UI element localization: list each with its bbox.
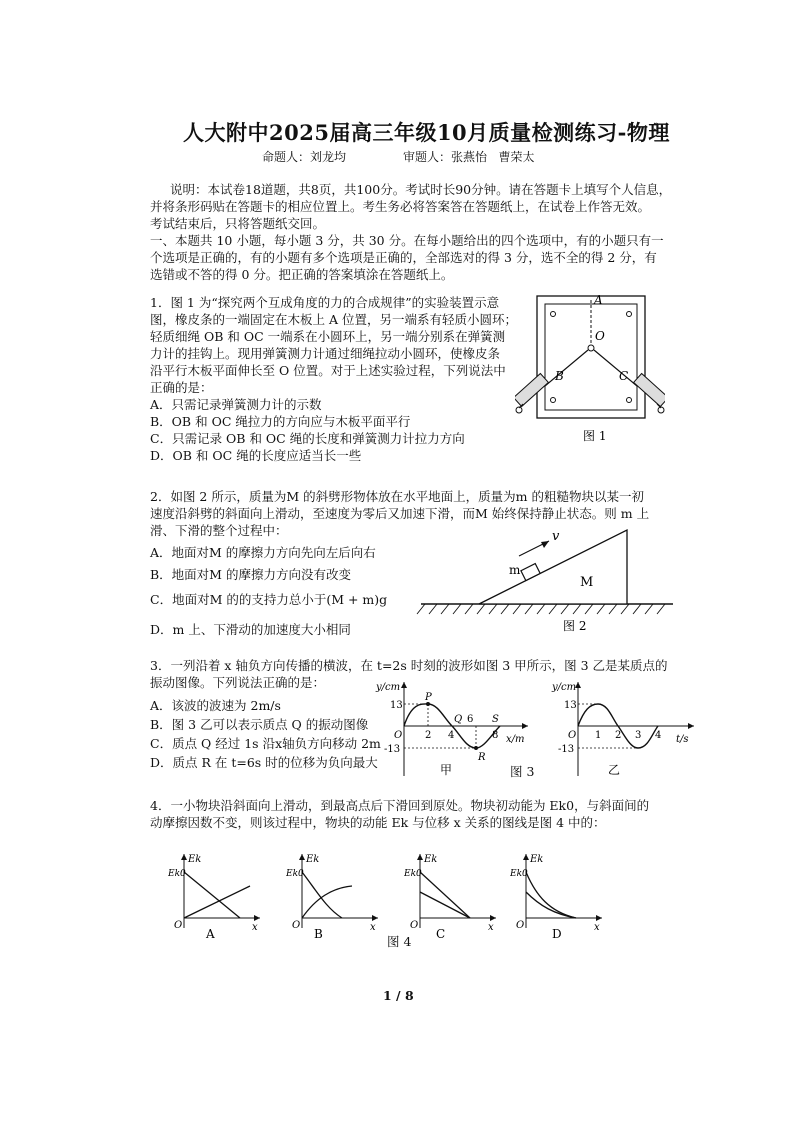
- setter-name: 命题人：刘龙均: [262, 150, 347, 164]
- t-tick-2: 2: [615, 730, 622, 741]
- spring-scale-right: [634, 373, 665, 413]
- figure-4-label: 图 4: [387, 934, 412, 949]
- point-p-label: P: [425, 692, 432, 703]
- q2-stem-line: 2．如图 2 所示，质量为M 的斜劈形物体放在水平地面上，质量为m 的粗糙物块以某一初: [150, 489, 644, 504]
- point-a-label: A: [594, 293, 603, 307]
- caption-jia: 甲: [440, 763, 453, 777]
- figure-1-apparatus: [515, 290, 665, 450]
- figure-1-label: 图 1: [583, 429, 607, 443]
- point-o-label: O: [595, 329, 605, 343]
- spring-scale-left: [515, 373, 548, 413]
- q3-option-d[interactable]: D．质点 R 在 t=6s 时的位移为负向最大: [150, 755, 378, 770]
- q1-stem-line: 力计的挂钩上。现用弹簧测力计通过细绳拉动小圆环，使橡皮条: [150, 346, 501, 361]
- curve-down: [526, 892, 576, 918]
- q1-stem-line: 正确的是：: [150, 380, 213, 395]
- ek0-label: Ek0: [510, 869, 528, 879]
- origin-label: O: [394, 730, 403, 741]
- x-tick-8: 8: [492, 730, 499, 741]
- page-number: 1 / 8: [383, 988, 414, 1003]
- ek0-label: Ek0: [168, 869, 186, 879]
- curve-down: [184, 886, 250, 918]
- q2-option-d[interactable]: D．m 上、下滑动的加速度大小相同: [150, 622, 351, 637]
- q3-option-a[interactable]: A．该波的波速为 2m/s: [150, 698, 281, 713]
- paper-outline: [545, 304, 637, 410]
- q3-stem-line: 3．一列沿着 x 轴负方向传播的横波，在 t=2s 时刻的波形如图 3 甲所示，图 3 乙是某质点的: [150, 658, 668, 673]
- t-tick-4: 4: [655, 730, 662, 741]
- q1-option-c[interactable]: C．只需记录 OB 和 OC 绳的长度和弹簧测力计拉力方向: [150, 431, 465, 446]
- ek-label: Ek: [530, 854, 544, 865]
- q1-option-a[interactable]: A．只需记录弹簧测力计的示数: [150, 397, 322, 412]
- figure-4-graph-c: [404, 850, 504, 942]
- x-label: x: [252, 922, 258, 933]
- origin-label: O: [174, 920, 183, 931]
- q2-option-b[interactable]: B．地面对M 的摩擦力方向没有改变: [150, 567, 351, 582]
- q3-option-b[interactable]: B．图 3 乙可以表示质点 Q 的振动图像: [150, 717, 369, 732]
- q4-stem-line: 4．一小物块沿斜面向上滑动，到最高点后下滑回到原处。物块初动能为 Ek0，与斜面间的: [150, 798, 650, 813]
- figure-4-graph-a: [168, 850, 268, 942]
- q1-stem-line: 轻质细绳 OB 和 OC 一端系在小圆环上，另一端分别系在弹簧测: [150, 329, 506, 344]
- figure-3-vibration-graph: [548, 676, 698, 782]
- instruction-line: 说明：本试卷18道题，共8页，共100分。考试时长90分钟。请在答题卡上填写个人信息，: [170, 182, 672, 197]
- q1-option-b[interactable]: B．OB 和 OC 绳拉力的方向应与木板平面平行: [150, 414, 411, 429]
- x-axis-label: x/m: [506, 734, 525, 745]
- graph-b-caption: B: [314, 927, 323, 941]
- origin-label: O: [516, 920, 525, 931]
- instruction-line: 考试结束后，只将答题纸交回。: [150, 216, 326, 231]
- q1-stem-line: 图，橡皮条的一端固定在木板上 A 位置，另一端系有轻质小圆环；: [150, 312, 517, 327]
- figure-3-label: 图 3: [510, 764, 535, 779]
- x-tick-2: 2: [425, 730, 432, 741]
- q1-option-d[interactable]: D．OB 和 OC 绳的长度应适当长一些: [150, 448, 362, 463]
- x-label: x: [488, 922, 494, 933]
- y-tick-neg13: -13: [384, 744, 401, 755]
- reviewer-names: 审题人：张燕怡 曹荣太: [403, 150, 535, 164]
- q2-stem-line: 速度沿斜劈的斜面向上滑动，至速度为零后又加速下滑，而M 始终保持静止状态。则 m 上: [150, 506, 650, 521]
- x-tick-4: 4: [448, 730, 455, 741]
- small-ring: [588, 345, 594, 351]
- x-label: x: [594, 922, 600, 933]
- ek0-label: Ek0: [286, 869, 304, 879]
- y-tick-13: 13: [564, 700, 577, 711]
- graph-a-caption: A: [206, 927, 215, 941]
- figure-2-label: 图 2: [563, 619, 587, 633]
- caption-yi: 乙: [608, 763, 621, 777]
- q3-option-c[interactable]: C．质点 Q 经过 1s 沿x轴负方向移动 2m: [150, 736, 381, 751]
- curve-down: [420, 892, 470, 918]
- q2-option-c[interactable]: C．地面对M 的的支持力总小于(M + m)g: [150, 592, 388, 607]
- q1-stem-line: 沿平行木板平面伸长至 O 位置。对于上述实验过程，下列说法中: [150, 363, 506, 378]
- point-q-label: Q: [454, 714, 463, 725]
- ek-label: Ek: [424, 854, 438, 865]
- origin-label: O: [410, 920, 419, 931]
- x-tick-6: 6: [467, 714, 474, 725]
- instructions: [150, 181, 671, 283]
- question-4: [150, 797, 649, 831]
- point-s-label: S: [492, 714, 499, 725]
- figure-4-graph-d: [510, 850, 610, 942]
- origin-label: O: [568, 730, 577, 741]
- point-r-label: R: [478, 752, 486, 763]
- t-tick-3: 3: [635, 730, 642, 741]
- curve-up: [420, 872, 470, 918]
- y-axis-label: y/cm: [552, 682, 577, 693]
- y-tick-13: 13: [390, 700, 403, 711]
- q4-stem-line: 动摩擦因数不变，则该过程中，物块的动能 Ek 与位移 x 关系的图线是图 4 中的：: [150, 815, 606, 830]
- q2-stem-line: 滑、下滑的整个过程中：: [150, 523, 288, 538]
- t-axis-label: t/s: [676, 734, 689, 745]
- q1-stem-line: 1．图 1 为“探究两个互成角度的力的合成规律”的实验装置示意: [150, 295, 500, 310]
- instruction-line: 并将条形码贴在答题卡的相应位置上。考生务必将答案答在答题纸上，在试卷上作答无效。: [150, 199, 651, 214]
- section-heading: 选错或不答的得 0 分。把正确的答案填涂在答题纸上。: [150, 267, 454, 282]
- ek-label: Ek: [306, 854, 320, 865]
- graph-c-caption: C: [436, 927, 446, 941]
- y-axis-label: y/cm: [376, 682, 401, 693]
- ek0-label: Ek0: [404, 869, 422, 879]
- q2-option-a[interactable]: A．地面对M 的摩擦力方向先向左后向右: [150, 545, 376, 560]
- x-label: x: [370, 922, 376, 933]
- board-outline: [537, 296, 645, 418]
- section-heading: 一、本题共 10 小题，每小题 3 分，共 30 分。在每小题给出的四个选项中，有的小题只有一: [150, 233, 664, 248]
- curve-down: [302, 886, 352, 918]
- point-b-label: B: [555, 369, 564, 383]
- q3-stem-line: 振动图像。下列说法正确的是：: [150, 675, 326, 690]
- ground-hatching: [417, 604, 665, 614]
- figure-2-wedge: [415, 526, 677, 638]
- curve-up: [526, 872, 576, 918]
- question-1: [150, 294, 517, 464]
- point-c-label: C: [619, 369, 629, 383]
- t-tick-1: 1: [595, 730, 602, 741]
- velocity-label: v: [552, 529, 560, 544]
- ek-label: Ek: [188, 854, 202, 865]
- string-oc: [594, 350, 637, 386]
- graph-d-caption: D: [552, 927, 562, 941]
- page-title: 人大附中2025届高三年级10月质量检测练习-物理: [183, 120, 670, 145]
- block-m-label: m: [509, 563, 521, 577]
- figure-4-graph-b: [286, 850, 386, 942]
- section-heading: 个选项是正确的，有的小题有多个选项是正确的，全部选对的得 3 分，选不全的得 2 分，有: [150, 250, 657, 265]
- origin-label: O: [292, 920, 301, 931]
- string-ob: [545, 350, 588, 386]
- figure-3-wave-graph: [372, 676, 535, 782]
- wedge-M-label: M: [580, 575, 594, 590]
- y-tick-neg13: -13: [558, 744, 575, 755]
